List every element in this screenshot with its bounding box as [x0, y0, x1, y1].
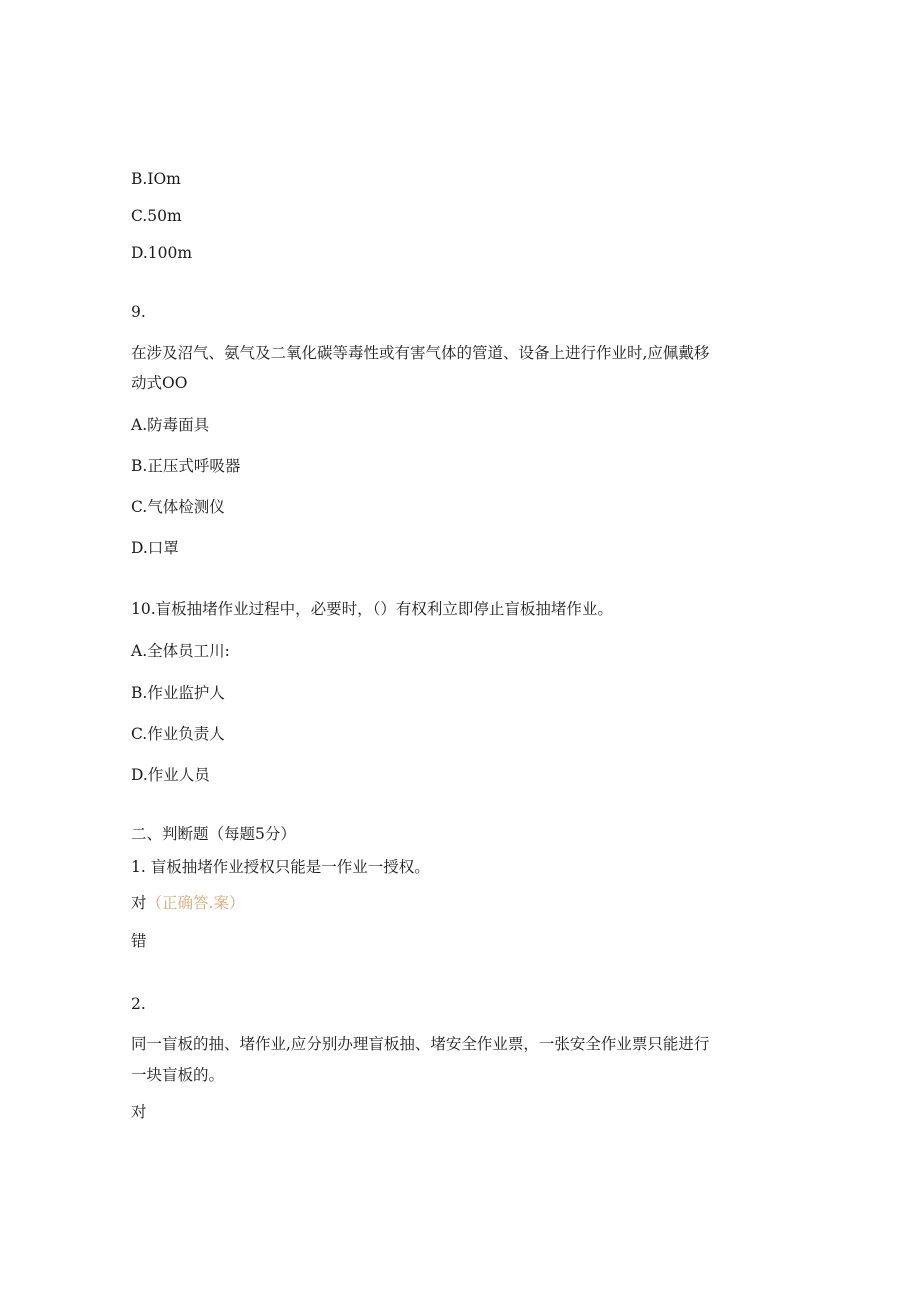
section-title-true-false: 二、判断题（每题5分）: [131, 825, 296, 843]
q9-option-d: D.口罩: [131, 539, 179, 557]
q10-option-c: C.作业负责人: [131, 725, 225, 743]
q9-number: 9.: [131, 303, 146, 321]
q9-option-a: A.防毒面具: [131, 416, 210, 434]
q8-option-c: C.50m: [131, 207, 182, 225]
q8-option-b: B.IOm: [131, 170, 181, 188]
q9-stem-line1: 在涉及沼气、氨气及二氧化碳等毒性或有害气体的管道、设备上进行作业时,应佩戴移: [131, 344, 710, 362]
tf1-true-label: 对: [131, 894, 147, 912]
tf1-true-option: [131, 893, 244, 913]
correct-answer-hint: （正确答.案）: [146, 894, 245, 912]
q8-option-d: D.100m: [131, 244, 193, 262]
tf2-stem-line1: 同一盲板的抽、堵作业,应分别办理盲板抽、堵安全作业票，一张安全作业票只能进行: [131, 1035, 710, 1053]
tf2-true-option: 对: [131, 1103, 147, 1121]
q9-option-b: B.正压式呼吸器: [131, 457, 241, 475]
q10-stem: 10.盲板抽堵作业过程中，必要时，（）有权利立即停止盲板抽堵作业。: [131, 600, 613, 618]
tf2-number: 2.: [131, 995, 146, 1013]
tf1-stem: 1. 盲板抽堵作业授权只能是一作业一授权。: [131, 858, 430, 876]
q9-stem-line2: 动式OO: [131, 374, 188, 392]
q10-option-b: B.作业监护人: [131, 684, 225, 702]
q10-option-a: A.全体员工川:: [131, 642, 230, 660]
q9-option-c: C.气体检测仪: [131, 498, 225, 516]
q10-option-d: D.作业人员: [131, 766, 210, 784]
tf2-stem-line2: 一块盲板的。: [131, 1066, 225, 1084]
tf1-false-option: 错: [131, 932, 147, 950]
